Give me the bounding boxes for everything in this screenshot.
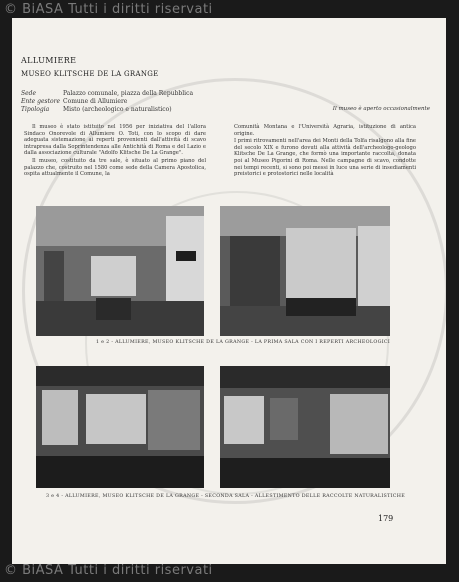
museum-title: MUSEO KLITSCHE DE LA GRANGE: [21, 70, 159, 78]
paragraph: Il museo, costituito da tre sale, è situato al primo piano del palazzo che, costruito nel 1580 come sede della Camera Apostolica, ospita attualmente il Comune, la: [24, 157, 206, 178]
info-block: [21, 90, 193, 114]
paragraph: Comunità Montana e l'Università Agraria, istituzione di antica origine.: [234, 124, 416, 137]
watermark-top: © BiASA Tutti i diritti riservati: [4, 2, 213, 17]
info-row: Sede Palazzo comunale, piazza della Repubblica: [21, 90, 194, 97]
document-page: [12, 18, 446, 564]
photo-room-1-left: [36, 206, 204, 336]
photo-room-2-left: [36, 366, 204, 488]
place-heading: ALLUMIERE: [21, 56, 77, 65]
opening-note: Il museo è aperto occasionalmente: [332, 106, 430, 112]
caption-photos-3-4: 3 e 4 - ALLUMIERE, MUSEO KLITSCHE DE LA GRANGE - SECONDA SALA - ALLESTIMENTO DELLE RACCOLTE NATURALISTICHE: [46, 494, 406, 499]
photo-room-1-right: [220, 206, 390, 336]
text-column-right: [234, 124, 416, 179]
info-row: Tipologia Misto (archeologico e naturalistico): [21, 106, 172, 113]
paragraph: Il museo è stato istituito nel 1956 per iniziativa del l'allora Sindaco Onorevole di Allumiere O. Toti, con lo scopo di dare adeguata sistemazione ai reperti provenienti dall'attività di scavo intrapresa dalla Soprintendenza alle Antichità di Roma e del Lazio e dalla associazione culturale "Adolfo Klitsche De La Grange".: [24, 124, 206, 157]
watermark-bottom: © BiASA Tutti i diritti riservati: [4, 563, 213, 578]
caption-photos-1-2: 1 e 2 - ALLUMIERE, MUSEO KLITSCHE DE LA GRANGE - LA PRIMA SALA CON I REPERTI ARCHEOLOGICI: [96, 340, 391, 345]
photo-room-2-right: [220, 366, 390, 488]
page-number: 179: [378, 514, 394, 523]
text-column-left: [24, 124, 206, 179]
paragraph: I primi ritrovamenti nell'area dei Monti della Tolfa risalgono alla fine del secolo XIX e furono dovuti alla attività dell'archeologo-geologo Klitsche De La Grange, che formò una importante raccolta, donata poi al Museo Pigorini di Roma. Nelle campagne di scavo, condotte nei tempi recenti, si sono poi messi in luce una serie di insediamenti preistorici e protostorici nelle località: [234, 138, 416, 178]
info-row: Ente gestore Comune di Allumiere: [21, 98, 128, 105]
